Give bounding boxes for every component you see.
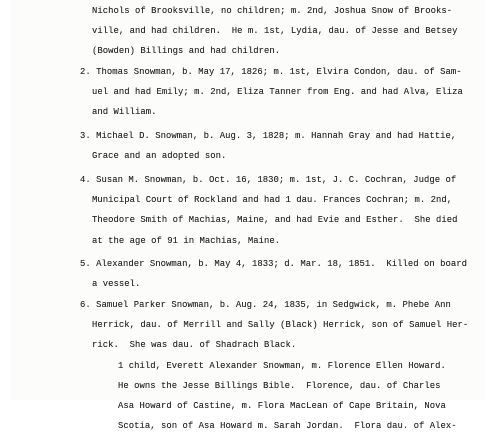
text-line: Asa Howard of Castine, m. Flora MacLean of Cape Britain, Nova bbox=[118, 401, 446, 411]
text-line: 4. Susan M. Snowman, b. Oct. 16, 1830; m. 1st, J. C. Cochran, Judge of bbox=[80, 175, 457, 185]
text-line: Municipal Court of Rockland and had 1 dau. Frances Cochran; m. 2nd, bbox=[92, 195, 453, 205]
text-line: 5. Alexander Snowman, b. May 4, 1833; d. Mar. 18, 1851. Killed on board bbox=[80, 259, 468, 269]
text-line: a vessel. bbox=[92, 279, 141, 289]
text-line: (Bowden) Billings and had children. bbox=[92, 46, 281, 56]
text-line: 1 child, Everett Alexander Snowman, m. Florence Ellen Howard. bbox=[118, 361, 446, 371]
text-line: Herrick, dau. of Merrill and Sally (Black) Herrick, son of Samuel Her- bbox=[92, 320, 469, 330]
text-line: ville, and had children. He m. 1st, Lydia, dau. of Jesse and Betsey bbox=[92, 26, 458, 36]
text-line: Grace and an adopted son. bbox=[92, 151, 227, 161]
text-line: and William. bbox=[92, 107, 157, 117]
text-line: Theodore Smith of Machias, Maine, and had Evie and Esther. She died bbox=[92, 215, 458, 225]
text-line: Nichols of Brooksville, no children; m. 2nd, Joshua Snow of Brooks- bbox=[92, 6, 453, 16]
text-line: Scotia, son of Asa Howard m. Sarah Jordan. Flora dau. of Alex- bbox=[118, 421, 457, 431]
text-line: 2. Thomas Snowman, b. May 17, 1826; m. 1st, Elvira Condon, dau. of Sam- bbox=[80, 67, 462, 77]
document-page bbox=[10, 0, 485, 431]
text-line: 6. Samuel Parker Snowman, b. Aug. 24, 1835, in Sedgwick, m. Phebe Ann bbox=[80, 300, 451, 310]
text-line: 3. Michael D. Snowman, b. Aug. 3, 1828; m. Hannah Gray and had Hattie, bbox=[80, 131, 457, 141]
text-line: rick. She was dau. of Shadrach Black. bbox=[92, 340, 297, 350]
text-line: at the age of 91 in Machias, Maine. bbox=[92, 236, 281, 246]
text-line: He owns the Jesse Billings Bible. Florence, dau. of Charles bbox=[118, 381, 441, 391]
text-line: uel and had Emily; m. 2nd, Eliza Tanner from Eng. and had Alva, Eliza bbox=[92, 87, 463, 97]
